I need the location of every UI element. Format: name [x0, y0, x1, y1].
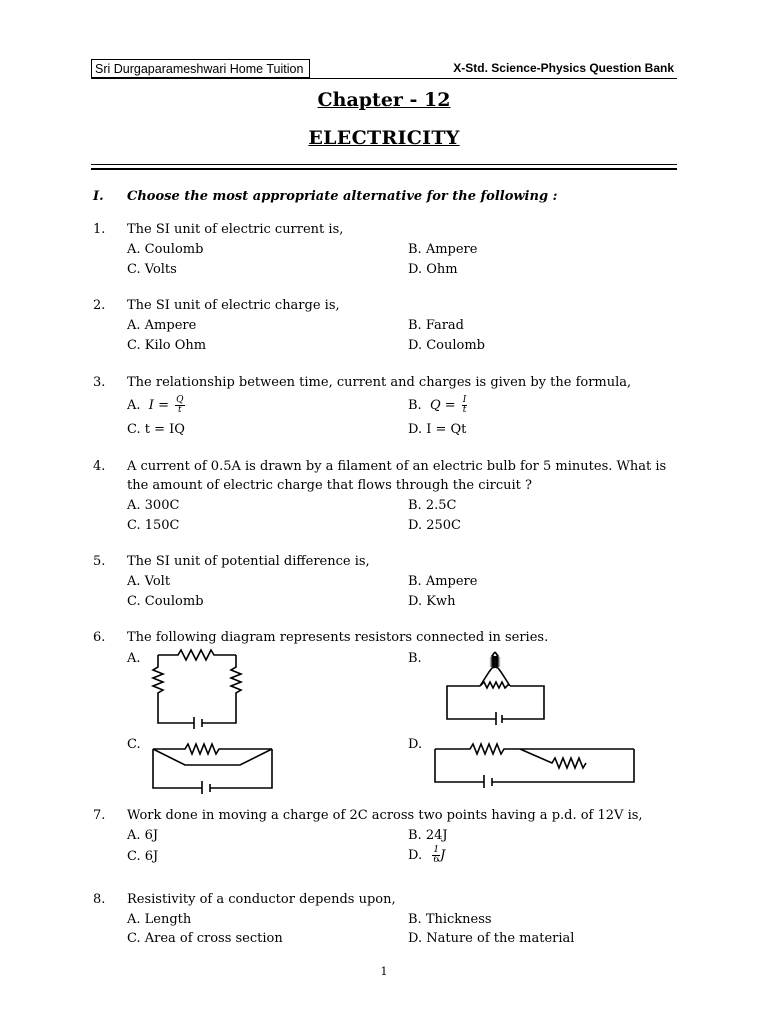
option-b: B. Q = $\frac{I}{t}$ — [408, 395, 467, 415]
option-a: A. I = $\frac{Q}{t}$ — [127, 395, 184, 415]
option-c: C. Area of cross section — [127, 931, 283, 946]
section-number: I. — [93, 189, 104, 204]
question-text: The SI unit of electric charge is, — [127, 298, 340, 313]
option-c: C. 6J — [127, 849, 159, 864]
header-left-box: Sri Durgaparameshwari Home Tuition — [91, 59, 310, 78]
option-d: D. Nature of the material — [408, 931, 575, 946]
option-c: C. Coulomb — [127, 594, 204, 609]
question-number: 5. — [93, 554, 106, 569]
question-text: The relationship between time, current and charges is given by the formula, — [127, 375, 632, 390]
option-d: D. — [408, 737, 423, 752]
option-b: B. 24J — [408, 828, 448, 843]
fraction: $\frac{1}{6}$ — [433, 845, 440, 865]
formula-lhs: Q = — [429, 398, 456, 413]
title-rule-thin — [91, 164, 677, 165]
question-number: 8. — [93, 892, 106, 907]
option-d: D. $\frac{1}{6}$ J — [408, 845, 446, 865]
option-c: C. t = IQ — [127, 422, 185, 437]
option-a: A. Ampere — [127, 318, 197, 333]
option-d: D. Ohm — [408, 262, 458, 277]
question-text: Work done in moving a charge of 2C across two points having a p.d. of 12V is, — [127, 808, 643, 823]
question-text: The SI unit of potential difference is, — [127, 554, 370, 569]
option-a: A. Volt — [127, 574, 171, 589]
page-title: ELECTRICITY — [308, 127, 460, 149]
question-text: A current of 0.5A is drawn by a filament of an electric bulb for 5 minutes. What is — [127, 459, 667, 474]
title-rule-thick — [91, 168, 677, 170]
option-c: C. Kilo Ohm — [127, 338, 207, 353]
question-text: Resistivity of a conductor depends upon, — [127, 892, 396, 907]
option-a: A. 6J — [127, 828, 159, 843]
header-right-title: X-Std. Science-Physics Question Bank — [453, 61, 674, 75]
option-b: B. Ampere — [408, 242, 478, 257]
option-c: C. — [127, 737, 141, 752]
option-c: C. Volts — [127, 262, 177, 277]
page-number: 1 — [380, 965, 388, 978]
formula-lhs: I = — [148, 398, 169, 413]
option-d: D. 250C — [408, 518, 461, 533]
option-d: D. Kwh — [408, 594, 456, 609]
header-rule — [91, 78, 677, 79]
chapter-heading: Chapter - 12 — [317, 89, 451, 111]
option-b: B. Thickness — [408, 912, 492, 927]
option-c: C. 150C — [127, 518, 180, 533]
question-text: The SI unit of electric current is, — [127, 222, 344, 237]
option-a: A. Coulomb — [127, 242, 204, 257]
option-b: B. Ampere — [408, 574, 478, 589]
question-number: 6. — [93, 630, 106, 645]
circuit-diagram-d — [432, 735, 637, 795]
question-number: 7. — [93, 808, 106, 823]
circuit-diagram-b — [440, 648, 550, 726]
option-d: D. I = Qt — [408, 422, 467, 437]
question-number: 1. — [93, 222, 106, 237]
section-instruction: Choose the most appropriate alternative for the following : — [127, 189, 558, 204]
question-number: 2. — [93, 298, 106, 313]
option-b: B. — [408, 651, 422, 666]
option-b: B. Farad — [408, 318, 464, 333]
circuit-diagram-c — [150, 735, 275, 795]
option-b: B. 2.5C — [408, 498, 457, 513]
question-number: 4. — [93, 459, 106, 474]
option-a: A. 300C — [127, 498, 180, 513]
option-d: D. Coulomb — [408, 338, 486, 353]
question-text: The following diagram represents resistors connected in series. — [127, 630, 549, 645]
question-text-cont: the amount of electric charge that flows through the circuit ? — [127, 478, 532, 493]
option-a: A. Length — [127, 912, 192, 927]
circuit-diagram-a — [150, 645, 245, 730]
fraction: $\frac{I}{t}$ — [462, 395, 467, 415]
fraction: $\frac{Q}{t}$ — [176, 395, 184, 415]
question-number: 3. — [93, 375, 106, 390]
option-a: A. — [127, 651, 141, 666]
